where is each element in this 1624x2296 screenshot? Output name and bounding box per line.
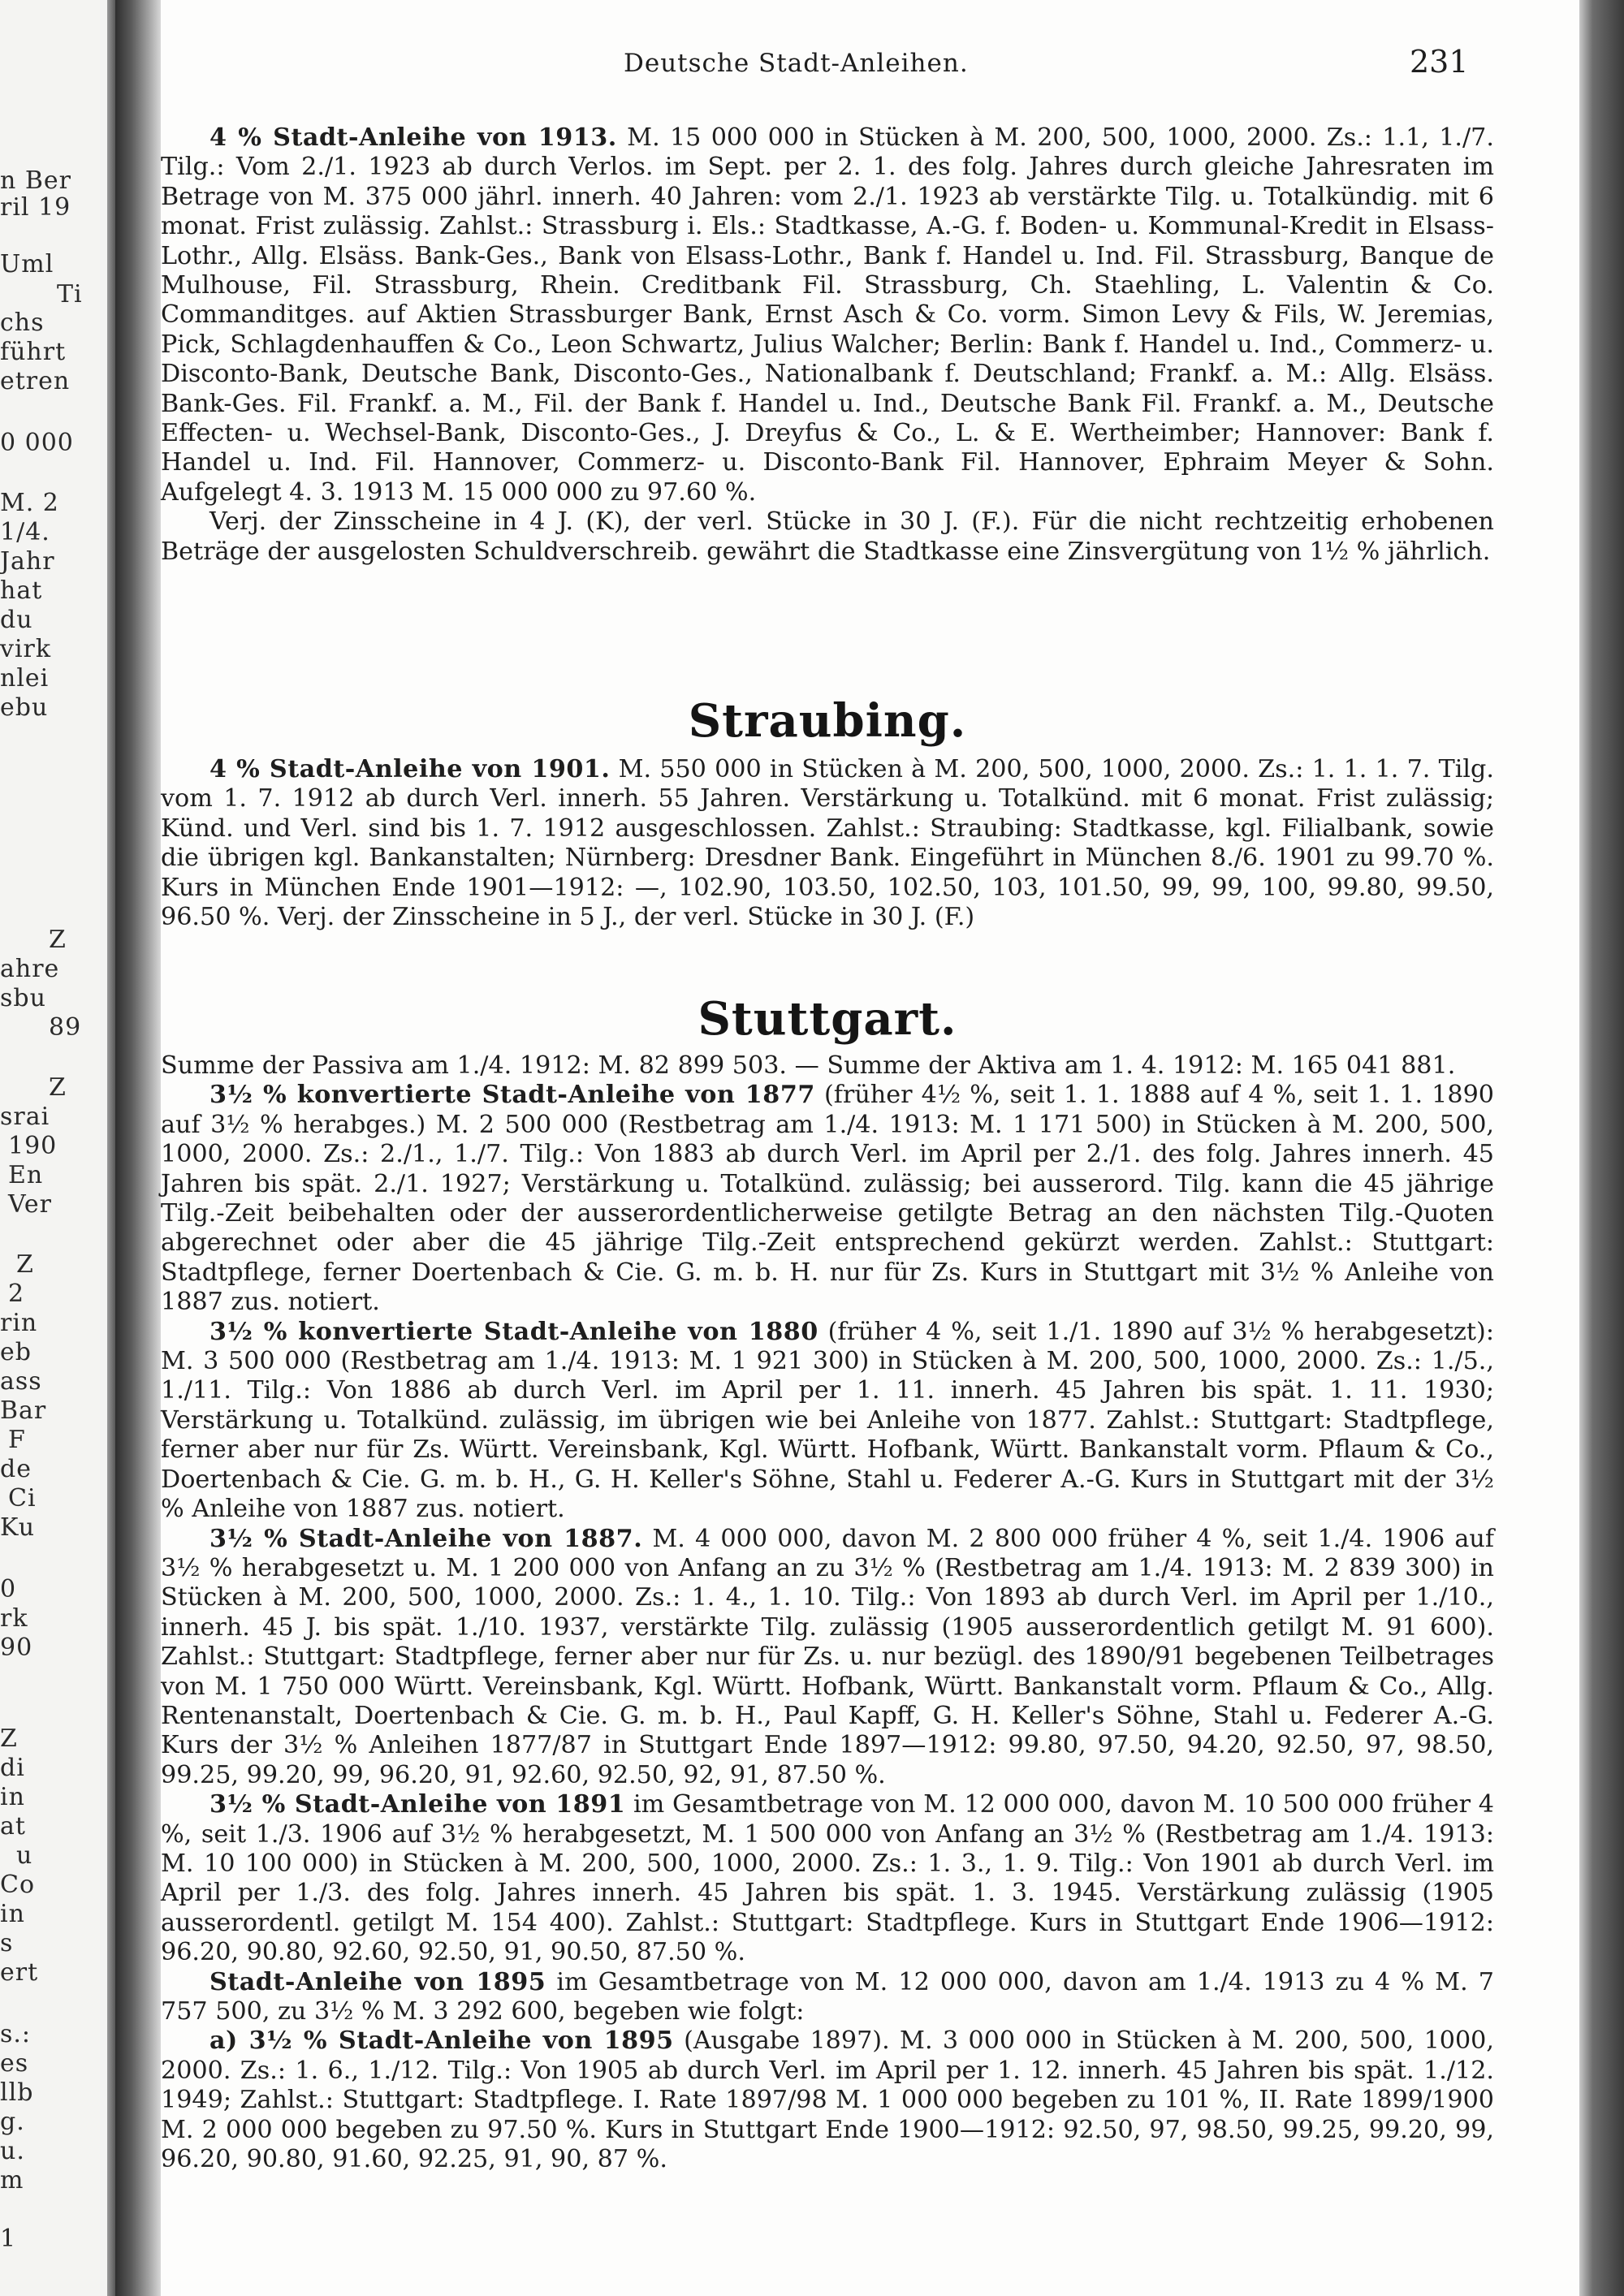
left-page-fragment: 190 [8, 1132, 58, 1160]
section-stuttgart [161, 1051, 1494, 2174]
left-page-fragment: llb [0, 2078, 34, 2107]
left-page-fragment: Ci [8, 1484, 37, 1513]
paragraph [161, 1525, 1494, 1791]
left-page-fragment: Z [49, 926, 67, 954]
left-page-fragment: 90 [0, 1634, 33, 1662]
left-page-fragment: 1/4. [0, 518, 50, 546]
left-page-fragment: rin [0, 1309, 38, 1337]
left-page-fragment: rk [0, 1604, 28, 1633]
paragraph [161, 123, 1494, 507]
left-page-fragment: g. [0, 2108, 25, 2136]
paragraph-lead: 4 % Stadt-Anleihe von 1913. [209, 123, 617, 152]
paragraph-lead: 3½ % konvertierte Stadt-Anleihe von 1877 [209, 1081, 815, 1110]
left-page-fragment: u [16, 1841, 33, 1870]
left-page-fragment: Jahr [0, 547, 55, 576]
left-page-fragment: eb [0, 1338, 32, 1366]
left-page-fragment: at [0, 1812, 26, 1841]
left-page-fragment: hat [0, 576, 43, 605]
paragraph-text: M. 15 000 000 in Stücken à M. 200, 500, 1000, 2000. Zs.: 1.1, 1./7. Tilg.: Vom 2./1. 1923 ab durch Verlos. im Sept. per 2. 1. des folg. Jahres durch gleiche Jahresraten im Betrage von M. 375 000 jährl. innerh. 40 Jahren: vom 2./1. 1923 ab verstärkte Tilg. u. Totalkündig. mit 6 monat. Frist zulässig. Zahlst.: Strassburg i. Els.: Stadtkasse, A.-G. f. Boden- u. Kommunal-Kredit in Elsass-Lothr., Allg. Elsäss. Bank-Ges., Bank von Elsass-Lothr., Bank f. Handel u. Ind. Fil. Strassburg, Banque de Mulhouse, Fil. Strassburg, Rhein. Creditbank Fil. Strassburg, Ch. Staehling, L. Valentin & Co. Commanditges. auf Aktien Strassburger Bank, Ernst Asch & Co. vorm. Simon Levy & Fils, W. Jeremias, Pick, Schlagdenhauffen & Co., Leon Schwartz, Julius Walcher; Berlin: Bank f. Handel u. Ind., Commerz- u. Disconto-Bank, Deutsche Bank, Disconto-Ges., Nationalbank f. Deutschland; Frankf. a. M.: Allg. Elsäss. Bank-Ges. Fil. Frankf. a. M., Fil. der Bank f. Handel u. Ind., Deutsche Bank Fil. Frankf. a. M., Deutsche Effecten- u. Wechsel-Bank, Disconto-Ges., J. Dreyfus & Co., L. & E. Wertheimber; Hannover: Bank f. Handel u. Ind. Fil. Hannover, Commerz- u. Disconto-Bank Fil. Hannover, Ephraim Meyer & Sohn. Aufgelegt 4. 3. 1913 M. 15 000 000 zu 97.60 %. [161, 123, 1494, 507]
left-page-fragment: m [0, 2166, 24, 2195]
paragraph-text: im Gesamtbetrage von M. 12 000 000, davon am 1./4. 1913 zu 4 % M. 7 757 500, zu 3½ % M. 3 292 600, begeben wie folgt: [161, 1967, 1494, 2026]
left-page-fragment: n Ber [0, 166, 71, 195]
left-page-fragment: sbu [0, 984, 46, 1012]
left-page-fragment: Ku [0, 1513, 36, 1542]
left-page-fragment: Uml [0, 250, 54, 278]
left-page-fragment: du [0, 606, 33, 634]
left-facing-page [0, 0, 115, 2296]
left-page-fragment: ahre [0, 955, 60, 983]
left-page-fragment: Co [0, 1871, 36, 1899]
city-heading-stuttgart: Stuttgart. [698, 992, 957, 1046]
paragraph-lead: Stadt-Anleihe von 1895 [209, 1967, 546, 1996]
city-heading-straubing: Straubing. [688, 694, 967, 748]
left-page-fragment: En [8, 1161, 44, 1189]
left-page-fragment: Ver [8, 1190, 53, 1219]
paragraph [161, 507, 1494, 567]
left-page-edge [107, 0, 115, 2296]
paragraph-text: M. 550 000 in Stücken à M. 200, 500, 1000, 2000. Zs.: 1. 1. 1. 7. Tilg. vom 1. 7. 1912 ab durch Verl. innerh. 55 Jahren. Verstärkung u. Totalkünd. mit 6 monat. Frist zulässig; Künd. und Verl. sind bis 1. 7. 1912 ausgeschlossen. Zahlst.: Straubing: Stadtkasse, kgl. Filialbank, sowie die übrigen kgl. Bankanstalten; Nürnberg: Dresdner Bank. Eingeführt in München 8./6. 1901 zu 99.70 %. Kurs in München Ende 1901—1912: —, 102.90, 103.50, 102.50, 103, 101.50, 99, 99, 100, 99.80, 99.50, 96.50 %. Verj. der Zinsscheine in 5 J., der verl. Stücke in 30 J. (F.) [161, 755, 1494, 932]
section-straubing [161, 755, 1494, 932]
left-page-fragment: Z [16, 1250, 34, 1279]
paragraph [161, 1081, 1494, 1317]
left-page-fragment: 0 [0, 1575, 17, 1603]
paragraph-lead: 3½ % Stadt-Anleihe von 1887. [209, 1524, 643, 1553]
left-page-fragment: s.: [0, 2020, 32, 2048]
paragraph-lead: a) 3½ % Stadt-Anleihe von 1895 [209, 2026, 674, 2056]
left-page-fragment: es [0, 2049, 29, 2078]
left-page-fragment: etren [0, 367, 71, 395]
left-page-fragment: nlei [0, 664, 50, 693]
paragraph [161, 1318, 1494, 1525]
left-page-fragment: Ti [57, 280, 83, 309]
scan-right-edge [1579, 0, 1624, 2296]
running-head [161, 44, 1579, 81]
left-page-fragment: 0 000 [0, 429, 74, 457]
left-page-fragment: s [0, 1929, 14, 1957]
section-strassburg-continued [161, 123, 1494, 567]
left-page-fragment: Z [0, 1724, 18, 1753]
left-page-fragment: 89 [49, 1013, 82, 1042]
left-page-fragment: M. 2 [0, 489, 59, 517]
paragraph [161, 2026, 1494, 2174]
left-page-fragment: ril 19 [0, 193, 71, 222]
left-page-fragment: de [0, 1455, 32, 1483]
left-page-fragment: srai [0, 1103, 50, 1131]
paragraph [161, 1051, 1494, 1081]
left-page-fragment: Z [49, 1073, 67, 1102]
paragraph-text: im Gesamtbetrage von M. 12 000 000, davon M. 10 500 000 früher 4 %, seit 1./3. 1906 auf 3½ % herabgesetzt, M. 1 500 000 von Anfang an 3½ % (Restbetrag am 1./4. 1913: M. 10 100 000) in Stücken à M. 200, 500, 1000, 2000. Zs.: 1. 3., 1. 9. Tilg.: Von 1901 ab durch Verl. im April per 1./3. des folg. Jahres innerh. 45 Jahren bis spät. 1. 3. 1945. Verstärkung zulässig (1905 ausserordentl. getilgt M. 154 400). Zahlst.: Stuttgart: Stadtpflege. Kurs in Stuttgart Ende 1906—1912: 96.20, 90.80, 92.60, 92.50, 91, 90.50, 87.50 %. [161, 1790, 1494, 1967]
paragraph-lead: 3½ % Stadt-Anleihe von 1891 [209, 1790, 626, 1819]
paragraph-lead: 4 % Stadt-Anleihe von 1901. [209, 755, 611, 783]
left-page-fragment: Bar [0, 1396, 47, 1425]
paragraph-text: (früher 4 %, seit 1./1. 1890 auf 3½ % herabgesetzt): M. 3 500 000 (Restbetrag am 1./4. 1913: M. 1 921 300) in Stücken à M. 200, 500, 1000, 2000. Zs.: 1./5., 1./11. Tilg.: Von 1886 ab durch Verl. im April per 1. 11. innerh. 45 Jahren bis spät. 1. 11. 1930; Verstärkung u. Totalkünd. zulässig, im übrigen wie bei Anleihe von 1877. Zahlst.: Stuttgart: Stadtpflege, ferner aber nur für Zs. Württ. Vereinsbank, Kgl. Württ. Hofbank, Württ. Bankanstalt vorm. Pflaum & Co., Doertenbach & Cie. G. m. b. H., G. H. Keller's Söhne, Stahl u. Federer A.-G. Kurs in Stuttgart mit der 3½ % Anleihe von 1887 zus. notiert. [161, 1317, 1494, 1524]
document-page [161, 0, 1579, 2296]
left-page-fragment: di [0, 1754, 25, 1782]
book-gutter [115, 0, 161, 2296]
paragraph-text: Summe der Passiva am 1./4. 1912: M. 82 899 503. — Summe der Aktiva am 1. 4. 1912: M. 165 041 881. [161, 1051, 1456, 1080]
paragraph [161, 1790, 1494, 1967]
page-number: 231 [1410, 44, 1469, 80]
paragraph-lead: 3½ % konvertierte Stadt-Anleihe von 1880 [209, 1317, 818, 1346]
left-page-fragment: virk [0, 635, 52, 663]
left-page-fragment: chs [0, 309, 45, 337]
left-page-fragment: führt [0, 338, 67, 366]
left-page-fragment: in [0, 1900, 25, 1928]
paragraph-text: M. 4 000 000, davon M. 2 800 000 früher 4 %, seit 1./4. 1906 auf 3½ % herabgesetzt u. M. 1 200 000 von Anfang an zu 3½ % (Restbetrag am 1./4. 1913: M. 2 839 300) in Stücken à M. 200, 500, 1000, 2000. Zs.: 1. 4., 1. 10. Tilg.: Von 1893 ab durch Verl. im April per 1./10., innerh. 45 J. bis spät. 1./10. 1937, verstärkte Tilg. zulässig (1905 ausserordentlich getilgt M. 91 600). Zahlst.: Stuttgart: Stadtpflege, ferner aber nur für Zs. u. nur bezügl. des 1890/91 begebenen Teilbetrages von M. 1 750 000 Württ. Vereinsbank, Kgl. Württ. Hofbank, Württ. Bankanstalt vorm. Pflaum & Co., Allg. Rentenanstalt, Doertenbach & Cie. G. m. b. H., Paul Kapff, G. H. Keller's Söhne, Stahl u. Federer A.-G. Kurs der 3½ % Anleihen 1877/87 in Stuttgart Ende 1897—1912: 99.80, 97.50, 94.20, 92.50, 97, 98.50, 99.25, 99.20, 99, 96.20, 91, 92.60, 92.50, 92, 91, 87.50 %. [161, 1524, 1494, 1789]
running-title: Deutsche Stadt-Anleihen. [624, 49, 969, 78]
paragraph [161, 1968, 1494, 2027]
left-page-fragment: ebu [0, 693, 49, 722]
paragraph [161, 755, 1494, 932]
paragraph-text: (Ausgabe 1897). M. 3 000 000 in Stücken à M. 200, 500, 1000, 2000. Zs.: 1. 6., 1./12. Tilg.: Von 1905 ab durch Verl. im April per 1. 12. innerh. 45 Jahren bis spät. 1./12. 1949; Zahlst.: Stuttgart: Stadtpflege. I. Rate 1897/98 M. 1 000 000 begeben zu 101 %, II. Rate 1899/1900 M. 2 000 000 begeben zu 97.50 %. Kurs in Stuttgart Ende 1900—1912: 92.50, 97, 98.50, 99.25, 99.20, 99, 96.20, 90.80, 91.60, 92.25, 91, 90, 87 %. [161, 2026, 1494, 2174]
paragraph-text: Verj. der Zinsscheine in 4 J. (K), der verl. Stücke in 30 J. (F.). Für die nicht rechtzeitig erhobenen Beträge der ausgelosten Schuldverschreib. gewährt die Stadtkasse eine Zinsvergütung von 1½ % jährlich. [161, 507, 1494, 566]
left-page-fragment: 1 [0, 2225, 17, 2253]
paragraph-text: (früher 4½ %, seit 1. 1. 1888 auf 4 %, seit 1. 1. 1890 auf 3½ % herabges.) M. 2 500 000 (Restbetrag am 1./4. 1913: M. 1 171 500) in Stücken à M. 200, 500, 1000, 2000. Zs.: 2./1., 1./7. Tilg.: Von 1883 ab durch Verl. im April per 2./1. des folg. Jahres innerh. 45 Jahren bis spät. 2./1. 1927; Verstärkung u. Totalkünd. zulässig; bei ausserord. Tilg. kann die 45 jährige Tilg.-Zeit beibehalten oder der ausserordentlicherweise getilgte Betrag an den nächsten Tilg.-Quoten abgerechnet oder aber die 45 jährige Tilg.-Zeit entsprechend gekürzt werden. Zahlst.: Stuttgart: Stadtpflege, ferner Doertenbach & Cie. G. m. b. H. nur für Zs. Kurs in Stuttgart mit 3½ % Anleihe von 1887 zus. notiert. [161, 1081, 1494, 1317]
left-page-fragment: in [0, 1783, 25, 1811]
left-page-fragment: ert [0, 1958, 39, 1987]
left-page-fragment: ass [0, 1367, 42, 1396]
left-page-fragment: u. [0, 2137, 25, 2165]
left-page-fragment: 2 [8, 1280, 25, 1308]
left-page-fragment: F [8, 1426, 26, 1454]
